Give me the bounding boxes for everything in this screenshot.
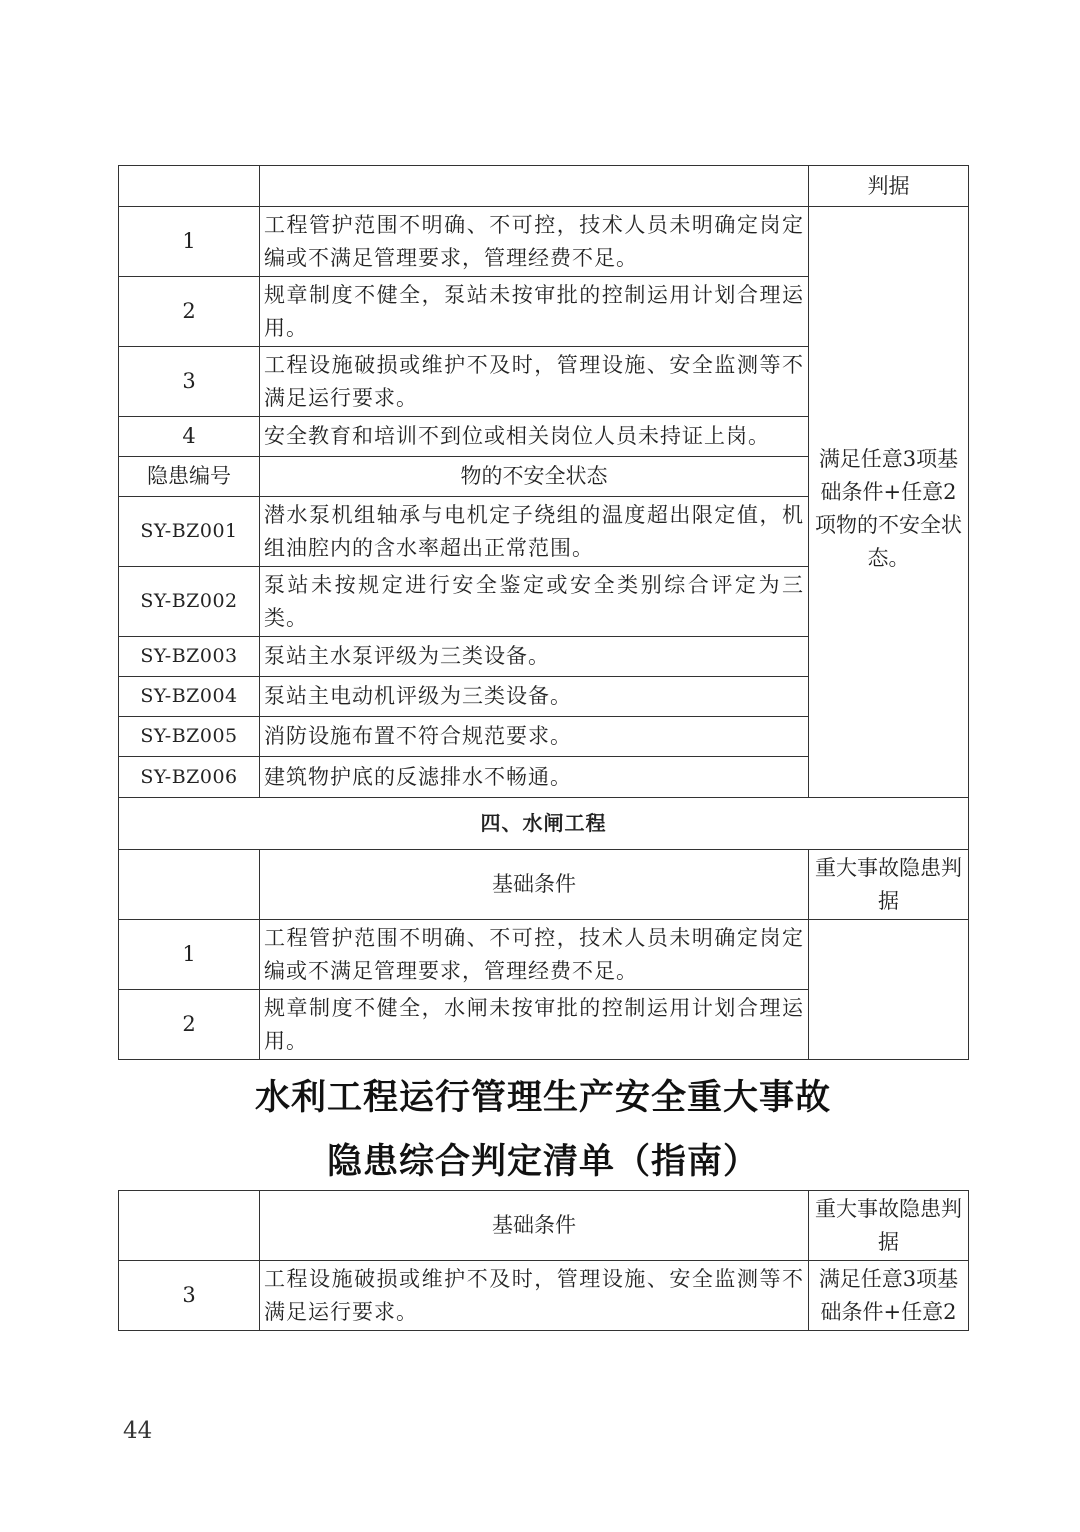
hazard-code: SY-BZ004 — [119, 677, 260, 717]
row-number: 2 — [119, 277, 260, 347]
hazard-description: 建筑物护底的反滤排水不畅通。 — [260, 757, 809, 798]
table-header-row — [119, 850, 969, 920]
row-number: 3 — [119, 347, 260, 417]
hazard-code: SY-BZ006 — [119, 757, 260, 798]
hazard-code: SY-BZ003 — [119, 637, 260, 677]
table-header-row — [119, 166, 969, 207]
table-row — [119, 920, 969, 990]
criterion-cell: 满足任意3项基础条件+任意2项物的不安全状态。 — [809, 207, 969, 798]
row-number: 2 — [119, 990, 260, 1060]
hazard-code: SY-BZ002 — [119, 567, 260, 637]
basic-conditions-header: 基础条件 — [260, 1191, 809, 1261]
row-number: 1 — [119, 920, 260, 990]
hazard-description: 消防设施布置不符合规范要求。 — [260, 717, 809, 757]
row-condition: 规章制度不健全，水闸未按审批的控制运用计划合理运用。 — [260, 990, 809, 1060]
hazard-description: 潜水泵机组轴承与电机定子绕组的温度超出限定值，机组油腔内的含水率超出正常范围。 — [260, 497, 809, 567]
header-empty-cell — [119, 166, 260, 207]
pump-station-table — [118, 165, 969, 1060]
table-header-row — [119, 1191, 969, 1261]
row-number: 1 — [119, 207, 260, 277]
section-row — [119, 798, 969, 850]
row-condition: 工程管护范围不明确、不可控，技术人员未明确定岗定编或不满足管理要求，管理经费不足。 — [260, 207, 809, 277]
hazard-code: SY-BZ005 — [119, 717, 260, 757]
header-empty-cell — [260, 166, 809, 207]
row-number: 3 — [119, 1261, 260, 1331]
row-number: 4 — [119, 417, 260, 457]
table-row — [119, 207, 969, 277]
criterion-cell: 满足任意3项基础条件+任意2 — [809, 1261, 969, 1331]
row-condition: 工程管护范围不明确、不可控，技术人员未明确定岗定编或不满足管理要求，管理经费不足。 — [260, 920, 809, 990]
sluice-table-continued — [118, 1190, 969, 1331]
criterion-header: 重大事故隐患判据 — [809, 1191, 969, 1261]
header-empty-cell — [119, 850, 260, 920]
table-row — [119, 1261, 969, 1331]
criterion-header: 重大事故隐患判据 — [809, 850, 969, 920]
hazard-description: 泵站主水泵评级为三类设备。 — [260, 637, 809, 677]
hazard-code: SY-BZ001 — [119, 497, 260, 567]
criterion-cell-empty — [809, 920, 969, 1060]
header-empty-cell — [119, 1191, 260, 1261]
row-condition: 安全教育和培训不到位或相关岗位人员未持证上岗。 — [260, 417, 809, 457]
unsafe-state-header: 物的不安全状态 — [260, 457, 809, 497]
hazard-description: 泵站未按规定进行安全鉴定或安全类别综合评定为三类。 — [260, 567, 809, 637]
hazard-description: 泵站主电动机评级为三类设备。 — [260, 677, 809, 717]
page-number: 44 — [123, 1418, 153, 1444]
section-title: 四、水闸工程 — [119, 798, 969, 850]
row-condition: 规章制度不健全，泵站未按审批的控制运用计划合理运用。 — [260, 277, 809, 347]
document-title-line-2: 隐患综合判定清单（指南） — [326, 1142, 759, 1182]
document-title-line-1: 水利工程运行管理生产安全重大事故 — [254, 1078, 831, 1118]
row-condition: 工程设施破损或维护不及时，管理设施、安全监测等不满足运行要求。 — [260, 347, 809, 417]
header-criterion: 判据 — [809, 166, 969, 207]
row-condition: 工程设施破损或维护不及时，管理设施、安全监测等不满足运行要求。 — [260, 1261, 809, 1331]
basic-conditions-header: 基础条件 — [260, 850, 809, 920]
hazard-code-header: 隐患编号 — [119, 457, 260, 497]
